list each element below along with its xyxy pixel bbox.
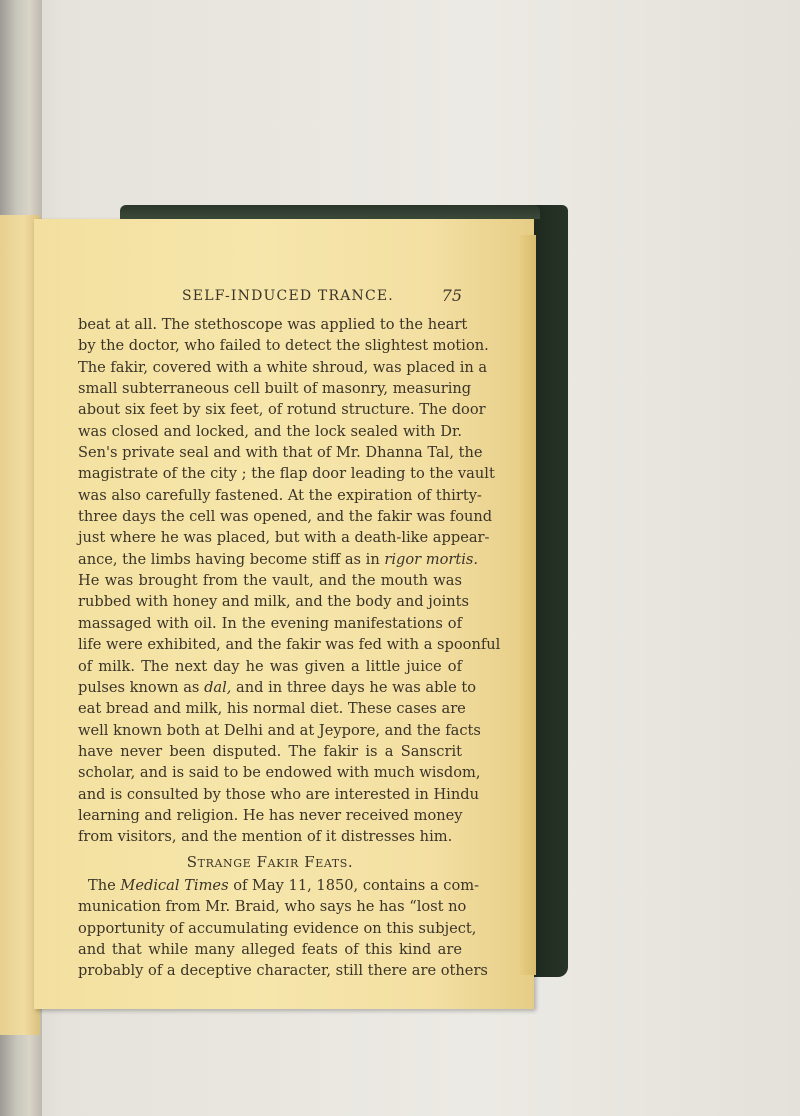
text-line xyxy=(78,549,479,570)
page-header xyxy=(182,288,462,308)
text-line: about six feet by six feet, of rotund structure. The door xyxy=(78,401,486,419)
section-heading: Strange Fakir Feats. xyxy=(186,852,354,871)
text-line: was also carefully fastened. At the expiration of thirty- xyxy=(78,486,482,504)
text-line: He was brought from the vault, and the mouth was xyxy=(78,572,462,590)
text-line: learning and religion. He has never received money xyxy=(78,806,463,824)
text-segment: The xyxy=(88,876,121,894)
running-title: SELF-INDUCED TRANCE. xyxy=(182,288,394,304)
italic-term: rigor mortis. xyxy=(384,550,479,568)
text-line: small subterraneous cell built of masonry, measuring xyxy=(78,380,472,398)
italic-term: dal, xyxy=(204,678,232,696)
text-line: probably of a deceptive character, still there are others xyxy=(78,962,488,980)
text-line: by the doctor, who failed to detect the slightest motion. xyxy=(78,337,489,355)
text-line: life were exhibited, and the fakir was fed with a spoonful xyxy=(78,636,501,654)
book-cover-top xyxy=(120,205,540,219)
text-line: have never been disputed. The fakir is a Sanscrit xyxy=(78,742,462,760)
text-line: just where he was placed, but with a death-like appear- xyxy=(78,529,490,547)
text-line: massaged with oil. In the evening manifestations of xyxy=(78,614,462,632)
page-curl xyxy=(520,235,536,975)
italic-title: Medical Times xyxy=(120,876,229,894)
text-segment: and in three days he was able to xyxy=(231,678,477,696)
text-line: eat bread and milk, his normal diet. These cases are xyxy=(78,700,466,718)
text-line: opportunity of accumulating evidence on this subject, xyxy=(78,919,477,937)
text-line: rubbed with honey and milk, and the body and joints xyxy=(78,593,470,611)
text-line: three days the cell was opened, and the fakir was found xyxy=(78,508,493,526)
text-line xyxy=(78,677,477,698)
text-line: scholar, and is said to be endowed with much wisdom, xyxy=(78,764,481,782)
text-line: well known both at Delhi and at Jeypore, and the facts xyxy=(78,721,481,739)
text-line: and that while many alleged feats of this kind are xyxy=(78,940,462,958)
text-line: magistrate of the city ; the flap door leading to the vault xyxy=(78,465,495,483)
text-line: munication from Mr. Braid, who says he has “lost no xyxy=(78,898,467,916)
body-text xyxy=(78,314,501,982)
text-line: of milk. The next day he was given a little juice of xyxy=(78,657,462,675)
text-line: beat at all. The stethoscope was applied to the heart xyxy=(78,316,468,333)
text-line xyxy=(78,875,480,896)
text-line: and is consulted by those who are interested in Hindu xyxy=(78,785,479,803)
text-line: The fakir, covered with a white shroud, was placed in a xyxy=(78,358,488,376)
text-line: Sen's private seal and with that of Mr. Dhanna Tal, the xyxy=(78,444,483,462)
page-number: 75 xyxy=(441,286,462,305)
text-segment: ance, the limbs having become stiff as in xyxy=(78,550,385,568)
text-segment: pulses known as xyxy=(78,678,205,696)
text-segment: of May 11, 1850, contains a com- xyxy=(228,876,480,894)
text-line: from visitors, and the mention of it distresses him. xyxy=(78,828,453,846)
text-line: was closed and locked, and the lock sealed with Dr. xyxy=(78,422,462,440)
